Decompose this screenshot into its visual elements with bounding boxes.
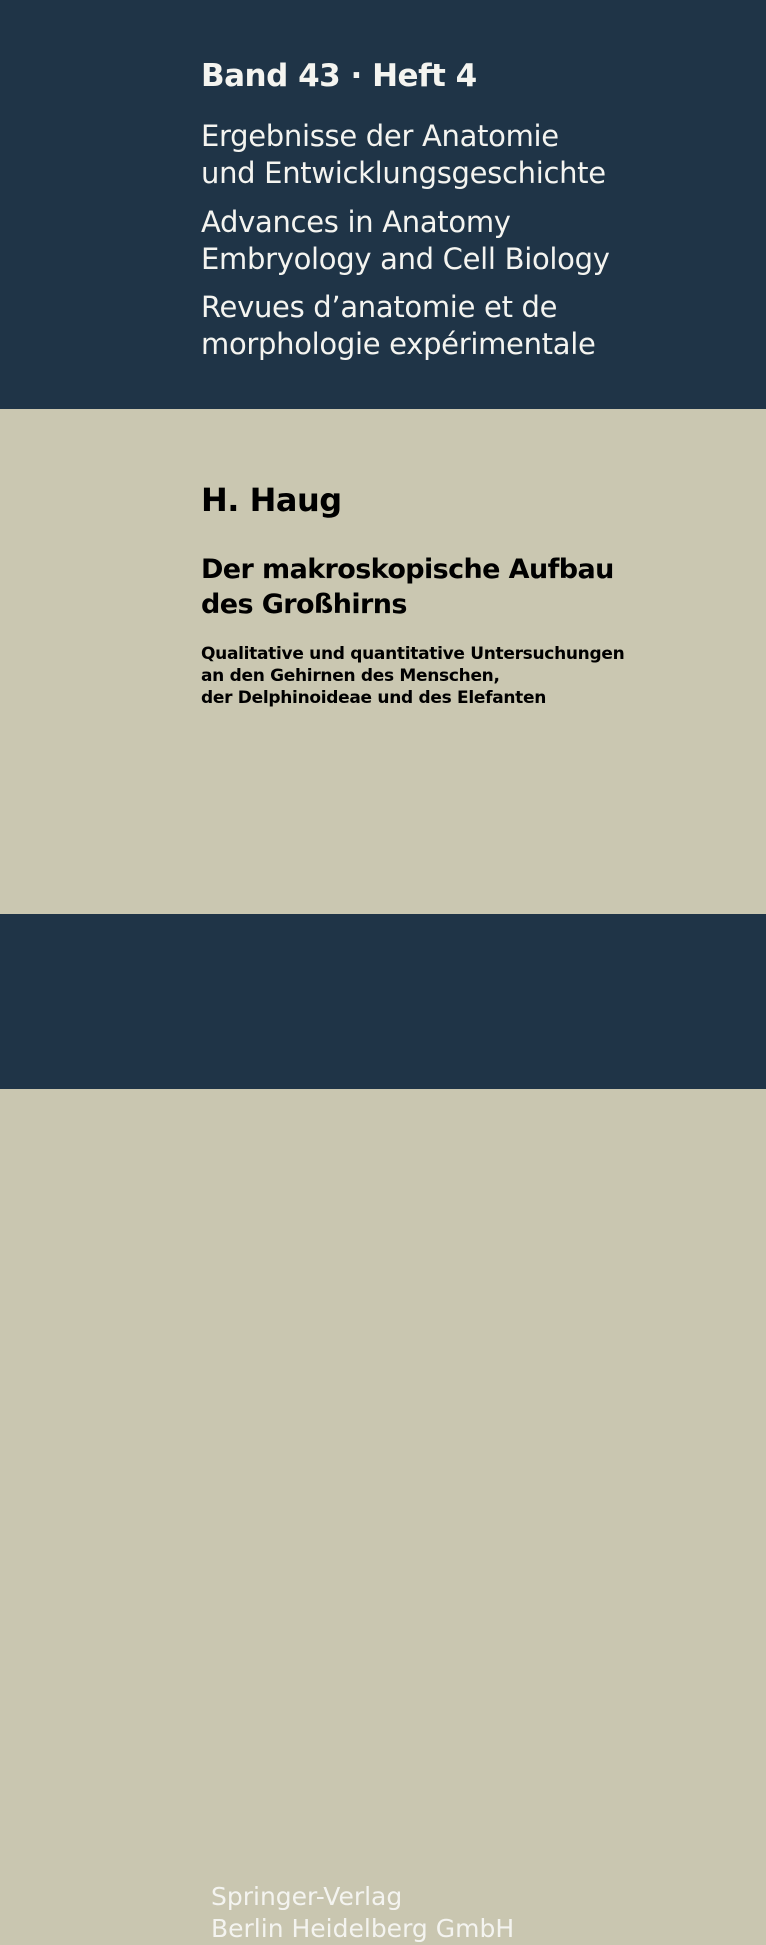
series-title-english xyxy=(201,204,610,278)
series-title-french-line-2: morphologie expérimentale xyxy=(201,327,596,361)
book-subtitle-line-1: Qualitative und quantitative Untersuchungen xyxy=(201,644,625,664)
volume-issue-label: Band 43 · Heft 4 xyxy=(201,58,477,94)
publisher-name: Springer-Verlag xyxy=(211,1882,403,1911)
series-title-english-line-2: Embryology and Cell Biology xyxy=(201,242,610,276)
author-name: H. Haug xyxy=(201,481,342,519)
book-title-line-2: des Großhirns xyxy=(201,589,407,620)
book-subtitle xyxy=(201,643,624,709)
series-title-french-line-1: Revues d’anatomie et de xyxy=(201,290,558,324)
series-title-german-line-1: Ergebnisse der Anatomie xyxy=(201,119,559,153)
publisher-location: Berlin Heidelberg GmbH xyxy=(211,1914,515,1943)
series-title-german xyxy=(201,118,606,192)
book-title-line-1: Der makroskopische Aufbau xyxy=(201,554,614,585)
book-subtitle-line-2: an den Gehirnen des Menschen, xyxy=(201,666,500,686)
publisher-imprint xyxy=(211,1881,514,1945)
series-title-french xyxy=(201,289,596,363)
publisher-band xyxy=(0,914,766,1943)
book-title xyxy=(201,552,614,622)
series-title-german-line-2: und Entwicklungsgeschichte xyxy=(201,156,606,190)
series-title-english-line-1: Advances in Anatomy xyxy=(201,205,511,239)
book-subtitle-line-3: der Delphinoideae und des Elefanten xyxy=(201,688,547,708)
series-header-band xyxy=(0,0,766,409)
